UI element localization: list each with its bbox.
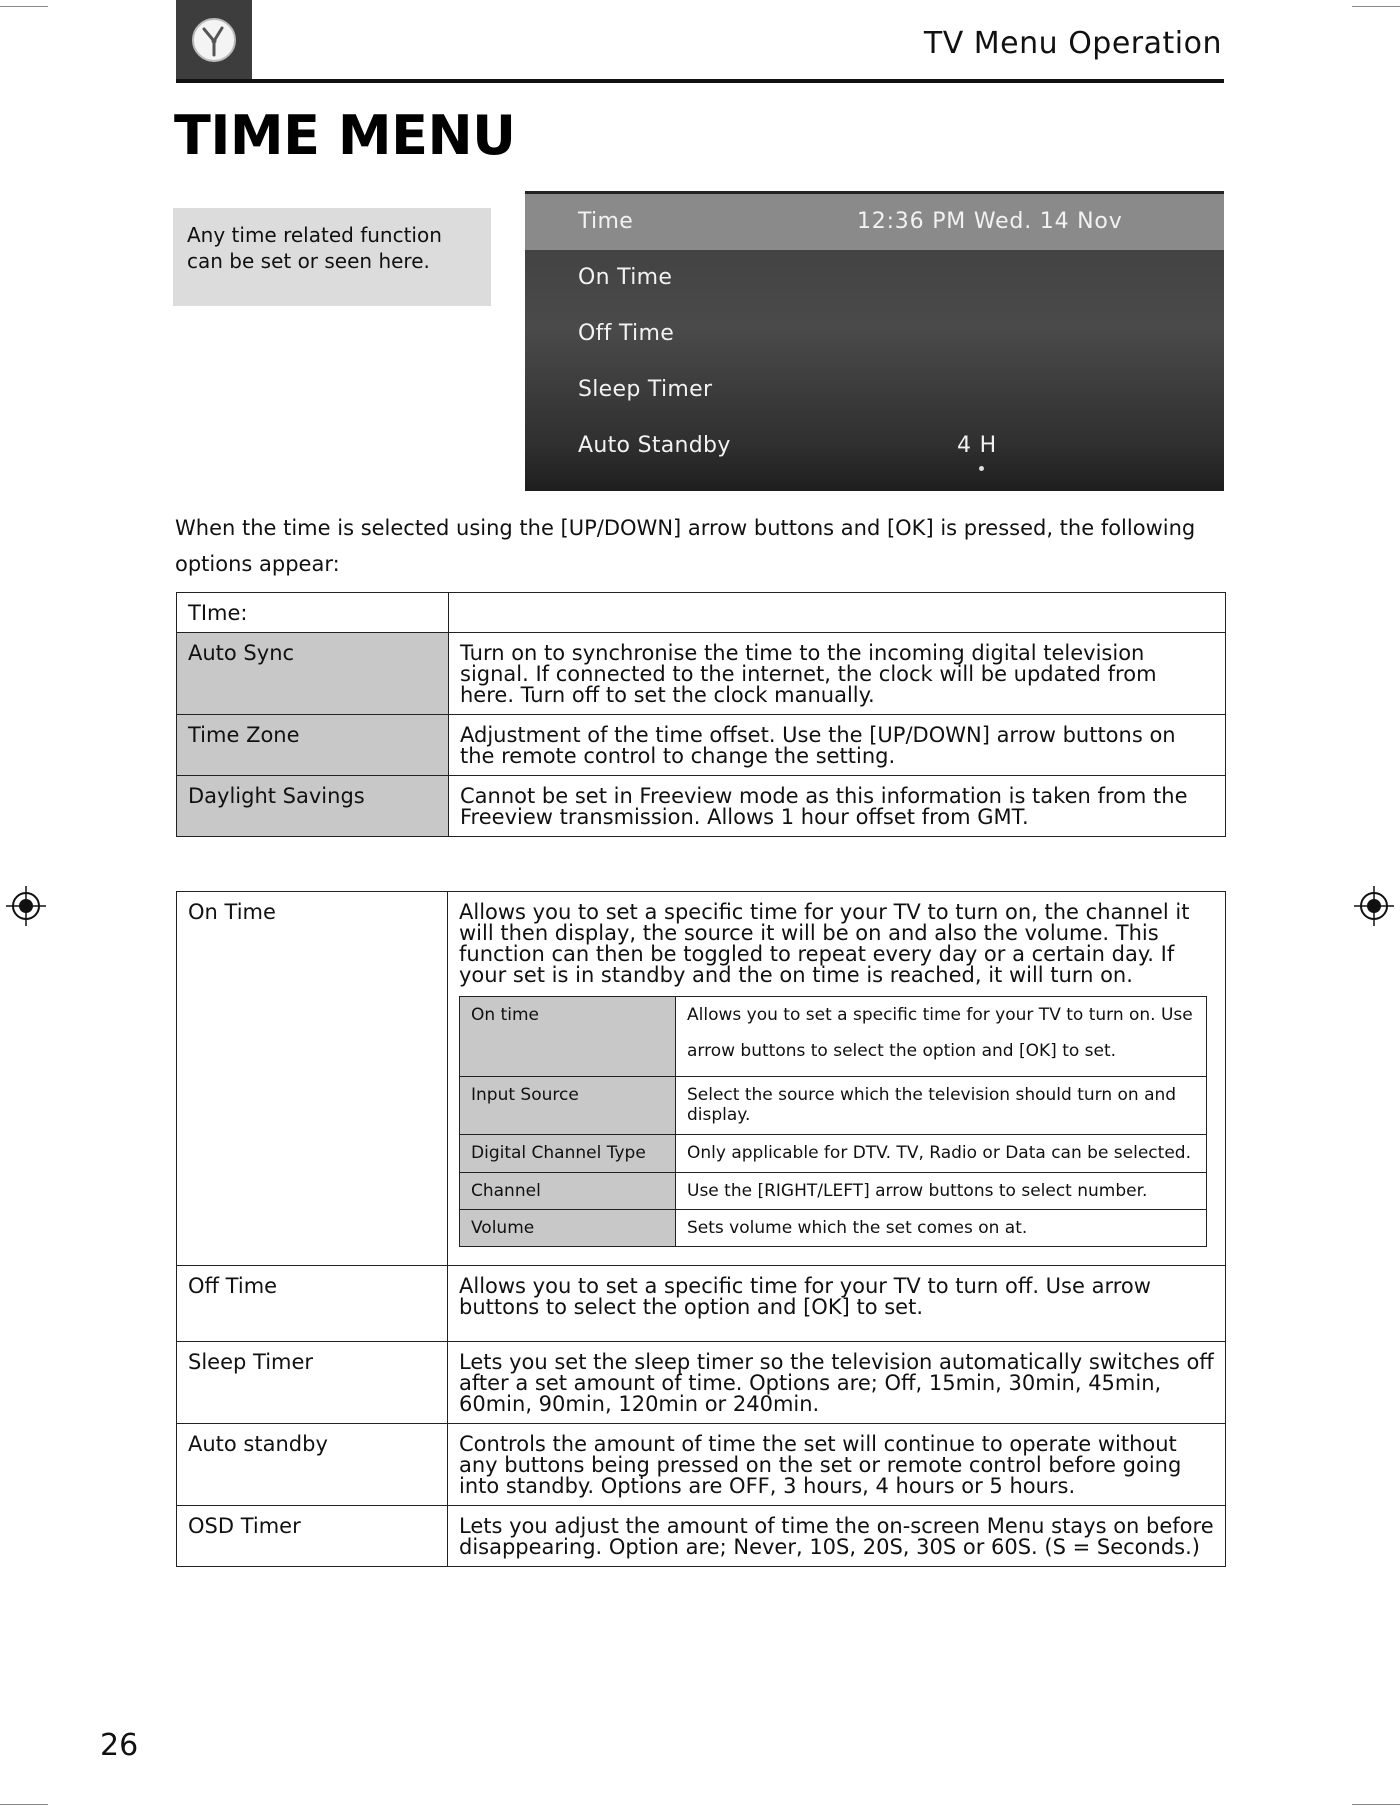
option-description: Lets you set the sleep timer so the television automatically switches off after a set amount of time. Options are; Off, 15min, 30min, 45min, 60min, 90min, 120min or 240min. <box>448 1342 1226 1424</box>
table-header-label: TIme: <box>177 593 449 633</box>
option-description: Lets you adjust the amount of time the on-screen Menu stays on before disappearing. Option are; Never, 10S, 20S, 30S or 60S. (S = Seconds.) <box>448 1506 1226 1567</box>
intro-paragraph: When the time is selected using the [UP/DOWN] arrow buttons and [OK] is pressed, the following options appear: <box>175 516 1196 576</box>
sub-option-name: Digital Channel Type <box>460 1135 676 1173</box>
cursor-indicator <box>979 466 984 471</box>
table-row <box>177 1424 1226 1506</box>
time-options-table <box>176 592 1226 837</box>
tv-menu-item-off-time[interactable] <box>525 306 1224 362</box>
section-logo <box>176 0 252 80</box>
crop-mark <box>1352 6 1400 7</box>
table-row <box>460 1210 1207 1247</box>
table-row <box>177 593 1226 633</box>
sub-option-description: Only applicable for DTV. TV, Radio or Data can be selected. <box>676 1135 1207 1173</box>
table-row <box>177 892 1226 1266</box>
header-title: TV Menu Operation <box>923 26 1222 61</box>
tv-menu-item-label: Sleep Timer <box>578 377 713 402</box>
sub-option-description: Allows you to set a specific time for your TV to turn on. Use arrow buttons to select the option and [OK] to set. <box>676 997 1207 1077</box>
table-row <box>177 776 1226 837</box>
page-number: 26 <box>100 1728 139 1763</box>
option-name: Sleep Timer <box>177 1342 448 1424</box>
option-description: Allows you to set a specific time for your TV to turn on, the channel it will then display, the source it will be on and also the volume. This function can then be toggled to repeat every day or a certain day. If your set is in standby and the on time is reached, it will turn on. <box>459 900 1190 987</box>
option-name: Daylight Savings <box>177 776 449 837</box>
on-time-sub-table <box>459 996 1207 1247</box>
tv-menu-item-value: 4 H <box>957 433 997 458</box>
option-name: Off Time <box>177 1266 448 1342</box>
option-name: OSD Timer <box>177 1506 448 1567</box>
sub-option-name: Channel <box>460 1173 676 1210</box>
crop-mark <box>0 1804 48 1805</box>
table-row <box>177 633 1226 715</box>
table-cell <box>449 593 1226 633</box>
sub-option-description: Select the source which the television should turn on and display. <box>676 1077 1207 1135</box>
crop-mark <box>1352 1804 1400 1805</box>
option-name: Auto Sync <box>177 633 449 715</box>
table-row <box>177 715 1226 776</box>
sub-option-description: Sets volume which the set comes on at. <box>676 1210 1207 1247</box>
option-description: Allows you to set a specific time for your TV to turn off. Use arrow buttons to select the option and [OK] to set. <box>448 1266 1226 1342</box>
tv-menu-item-value: 12:36 PM Wed. 14 Nov <box>857 209 1123 234</box>
note-box <box>173 208 491 306</box>
tv-menu-item-label: Auto Standby <box>578 433 731 458</box>
tv-menu-item-label: Time <box>578 209 634 234</box>
tv-menu-item-time[interactable] <box>525 194 1224 250</box>
sub-option-name: Input Source <box>460 1077 676 1135</box>
option-name: On Time <box>177 892 448 1266</box>
tv-time-menu <box>525 191 1224 491</box>
timer-options-table <box>176 891 1226 1567</box>
header-divider <box>176 79 1224 83</box>
table-row <box>177 1506 1226 1567</box>
clock-icon <box>189 15 239 65</box>
table-row <box>177 1266 1226 1342</box>
sub-option-name: Volume <box>460 1210 676 1247</box>
option-description: Adjustment of the time offset. Use the [UP/DOWN] arrow buttons on the remote control to change the setting. <box>449 715 1226 776</box>
tv-menu-item-label: Off Time <box>578 321 675 346</box>
sub-option-name: On time <box>460 997 676 1077</box>
tv-menu-item-auto-standby[interactable] <box>525 418 1224 474</box>
option-description: Controls the amount of time the set will continue to operate without any buttons being pressed on the set or remote control before going into standby. Options are OFF, 3 hours, 4 hours or 5 hours. <box>448 1424 1226 1506</box>
registration-mark-icon <box>6 886 46 926</box>
registration-mark-icon <box>1354 886 1394 926</box>
option-name: Time Zone <box>177 715 449 776</box>
option-description: Turn on to synchronise the time to the incoming digital television signal. If connected to the internet, the clock will be updated from here. Turn off to set the clock manually. <box>449 633 1226 715</box>
table-row <box>460 997 1207 1077</box>
crop-mark <box>0 6 48 7</box>
tv-menu-item-label: On Time <box>578 265 673 290</box>
table-row <box>460 1173 1207 1210</box>
table-cell <box>448 892 1226 1266</box>
page-title: TIME MENU <box>174 104 516 167</box>
table-row <box>460 1135 1207 1173</box>
note-text: Any time related function can be set or seen here. <box>187 223 442 273</box>
tv-menu-item-on-time[interactable] <box>525 250 1224 306</box>
option-description: Cannot be set in Freeview mode as this information is taken from the Freeview transmission. Allows 1 hour offset from GMT. <box>449 776 1226 837</box>
option-name: Auto standby <box>177 1424 448 1506</box>
sub-option-description: Use the [RIGHT/LEFT] arrow buttons to select number. <box>676 1173 1207 1210</box>
table-row <box>177 1342 1226 1424</box>
table-row <box>460 1077 1207 1135</box>
tv-menu-item-sleep-timer[interactable] <box>525 362 1224 418</box>
